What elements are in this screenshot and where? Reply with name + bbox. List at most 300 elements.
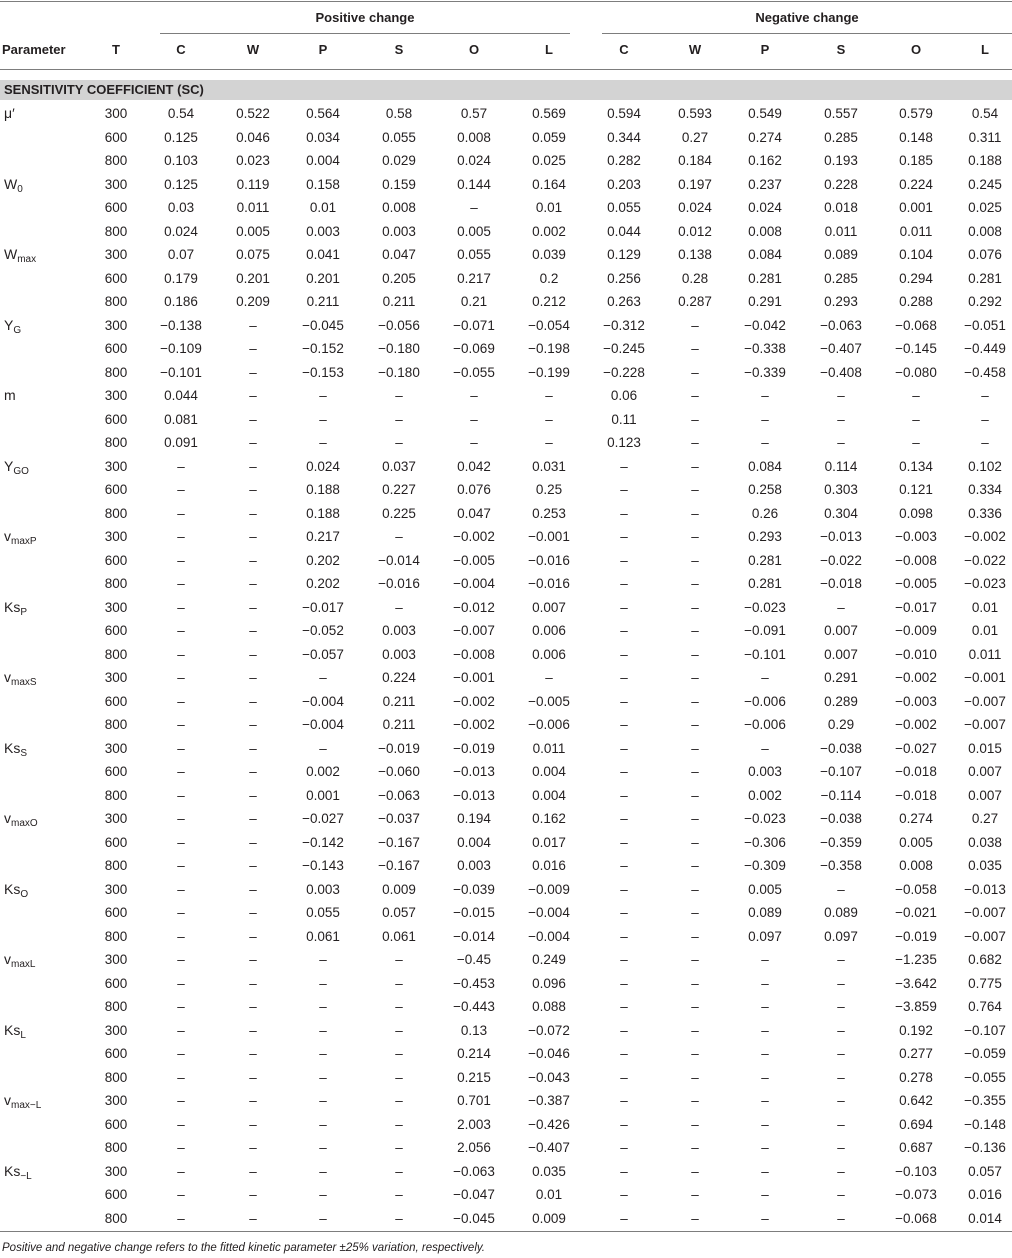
value-cell: 0.004 <box>306 153 340 168</box>
value-cell: 0.097 <box>748 928 782 944</box>
value-cell: −0.180 <box>378 364 420 380</box>
value-cell: −0.101 <box>160 364 202 380</box>
value-cell: −0.143 <box>302 858 344 873</box>
parameter-name: $v_{maxP}$ <box>4 528 37 547</box>
value-cell: 0.121 <box>899 482 933 497</box>
section-band <box>0 80 1012 100</box>
temperature-cell: 600 <box>104 341 128 356</box>
value-cell: – <box>177 834 185 850</box>
temperature-cell: 800 <box>104 928 128 944</box>
value-cell: – <box>691 576 699 591</box>
value-cell: 0.012 <box>678 223 712 239</box>
col-header-p-pos: P <box>318 42 328 57</box>
value-cell: −0.001 <box>453 670 495 685</box>
group-header-positive: Positive change <box>315 10 415 25</box>
value-cell: – <box>761 1069 769 1085</box>
value-cell: – <box>620 928 628 944</box>
temperature-cell: 600 <box>104 905 128 920</box>
value-cell: 0.522 <box>236 106 270 121</box>
temperature-cell: 300 <box>104 1163 128 1179</box>
value-cell: 0.188 <box>306 482 340 497</box>
value-cell: – <box>761 1210 769 1226</box>
value-cell: – <box>691 623 699 638</box>
value-cell: 0.179 <box>164 270 198 286</box>
value-cell: – <box>691 975 699 991</box>
parameter-name: μ′ <box>4 105 15 121</box>
value-cell: – <box>249 529 257 544</box>
value-cell: – <box>691 881 699 897</box>
value-cell: −0.057 <box>302 646 344 662</box>
value-cell: −0.136 <box>964 1140 1006 1155</box>
value-cell: 0.005 <box>457 223 491 239</box>
value-cell: – <box>691 1140 699 1155</box>
value-cell: −0.338 <box>744 341 786 356</box>
table-row <box>0 948 1012 972</box>
value-cell: – <box>319 999 327 1014</box>
value-cell: −3.859 <box>895 999 937 1014</box>
value-cell: – <box>249 646 257 662</box>
value-cell: 0.58 <box>385 106 413 121</box>
value-cell: – <box>691 905 699 920</box>
top-rule <box>0 1 1012 2</box>
value-cell: 0.047 <box>457 505 491 521</box>
value-cell: – <box>837 999 845 1014</box>
value-cell: – <box>395 1022 403 1038</box>
value-cell: – <box>691 482 699 497</box>
value-cell: – <box>691 1093 699 1108</box>
value-cell: 0.018 <box>824 200 858 215</box>
value-cell: – <box>177 975 185 991</box>
value-cell: 0.201 <box>236 270 270 286</box>
value-cell: – <box>249 576 257 591</box>
table-row <box>0 549 1012 573</box>
value-cell: −0.006 <box>744 717 786 732</box>
value-cell: – <box>761 999 769 1014</box>
value-cell: 0.089 <box>748 905 782 920</box>
value-cell: – <box>620 881 628 897</box>
value-cell: 0.294 <box>899 270 933 286</box>
value-cell: – <box>620 787 628 803</box>
value-cell: – <box>620 811 628 826</box>
value-cell: – <box>691 1187 699 1202</box>
value-cell: – <box>620 1116 628 1132</box>
value-cell: −0.103 <box>895 1163 937 1179</box>
value-cell: −0.006 <box>528 717 570 732</box>
value-cell: 0.055 <box>457 247 491 262</box>
col-header-l-neg: L <box>981 42 989 57</box>
value-cell: −0.002 <box>453 529 495 544</box>
value-cell: −0.073 <box>895 1187 937 1202</box>
value-cell: −0.056 <box>378 317 420 333</box>
value-cell: – <box>177 670 185 685</box>
value-cell: – <box>620 505 628 521</box>
value-cell: – <box>249 905 257 920</box>
value-cell: 0.005 <box>748 881 782 897</box>
value-cell: – <box>249 717 257 732</box>
value-cell: 0.017 <box>532 834 566 850</box>
value-cell: – <box>620 623 628 638</box>
value-cell: – <box>545 435 553 450</box>
value-cell: −0.022 <box>964 552 1006 568</box>
value-cell: – <box>620 999 628 1014</box>
value-cell: 0.202 <box>306 552 340 568</box>
value-cell: – <box>177 1046 185 1061</box>
table-row <box>0 643 1012 667</box>
col-header-p-neg: P <box>760 42 770 57</box>
value-cell: 0.103 <box>164 153 198 168</box>
temperature-cell: 600 <box>104 411 128 427</box>
value-cell: 0.642 <box>899 1093 933 1108</box>
table-row <box>0 619 1012 643</box>
value-cell: −0.012 <box>453 599 495 615</box>
value-cell: 0.225 <box>382 505 416 521</box>
value-cell: – <box>837 1069 845 1085</box>
value-cell: – <box>620 693 628 709</box>
value-cell: −0.052 <box>302 623 344 638</box>
value-cell: 0.06 <box>610 388 638 403</box>
value-cell: 0.253 <box>532 505 566 521</box>
value-cell: – <box>395 1069 403 1085</box>
value-cell: – <box>319 1163 327 1179</box>
value-cell: – <box>620 1140 628 1155</box>
value-cell: – <box>620 1163 628 1179</box>
value-cell: −0.001 <box>964 670 1006 685</box>
value-cell: 0.292 <box>968 294 1002 309</box>
value-cell: −0.013 <box>453 787 495 803</box>
value-cell: 0.01 <box>309 200 337 215</box>
value-cell: 0.27 <box>681 129 709 145</box>
col-header-o-pos: O <box>468 42 480 57</box>
value-cell: −0.006 <box>744 693 786 709</box>
value-cell: 0.224 <box>382 670 416 685</box>
value-cell: −0.063 <box>378 787 420 803</box>
value-cell: – <box>177 529 185 544</box>
value-cell: 0.687 <box>899 1140 933 1155</box>
table-row <box>0 1089 1012 1113</box>
temperature-cell: 600 <box>104 129 128 145</box>
value-cell: −0.312 <box>603 317 645 333</box>
value-cell: 0.015 <box>968 740 1002 756</box>
value-cell: 0.055 <box>306 905 340 920</box>
value-cell: 0.029 <box>382 153 416 168</box>
table-row <box>0 572 1012 596</box>
value-cell: −0.060 <box>378 764 420 779</box>
temperature-cell: 600 <box>104 1187 128 1202</box>
value-cell: – <box>912 411 920 427</box>
value-cell: 0.138 <box>678 247 712 262</box>
value-cell: −0.004 <box>302 693 344 709</box>
value-cell: 0.025 <box>968 200 1002 215</box>
value-cell: – <box>691 693 699 709</box>
value-cell: 0.003 <box>457 858 491 873</box>
temperature-cell: 300 <box>104 247 128 262</box>
value-cell: 0.293 <box>748 529 782 544</box>
value-cell: – <box>620 576 628 591</box>
value-cell: 0.004 <box>532 764 566 779</box>
value-cell: – <box>249 670 257 685</box>
value-cell: 0.001 <box>306 787 340 803</box>
value-cell: – <box>249 435 257 450</box>
value-cell: – <box>761 952 769 967</box>
value-cell: −0.017 <box>302 599 344 615</box>
table-row <box>0 102 1012 126</box>
value-cell: – <box>249 1187 257 1202</box>
value-cell: 0.164 <box>532 176 566 192</box>
value-cell: 0.102 <box>968 458 1002 474</box>
value-cell: 0.185 <box>899 153 933 168</box>
value-cell: 0.203 <box>607 176 641 192</box>
parameter-name: $Ks_{-L}$ <box>4 1162 32 1182</box>
value-cell: 0.125 <box>164 129 198 145</box>
value-cell: 0.277 <box>899 1046 933 1061</box>
value-cell: – <box>249 1210 257 1226</box>
temperature-cell: 600 <box>104 623 128 638</box>
temperature-cell: 600 <box>104 552 128 568</box>
value-cell: – <box>761 1022 769 1038</box>
value-cell: −0.453 <box>453 975 495 991</box>
value-cell: 0.011 <box>236 200 270 215</box>
value-cell: 0.031 <box>532 458 566 474</box>
value-cell: −0.013 <box>820 529 862 544</box>
temperature-cell: 600 <box>104 1116 128 1132</box>
temperature-cell: 800 <box>104 1210 128 1226</box>
value-cell: – <box>620 1187 628 1202</box>
value-cell: −0.007 <box>964 717 1006 732</box>
value-cell: – <box>249 928 257 944</box>
temperature-cell: 600 <box>104 1046 128 1061</box>
value-cell: – <box>691 646 699 662</box>
table-row <box>0 878 1012 902</box>
value-cell: – <box>395 1093 403 1108</box>
value-cell: 0.159 <box>382 176 416 192</box>
value-cell: – <box>249 482 257 497</box>
value-cell: −0.042 <box>744 317 786 333</box>
table-row <box>0 854 1012 878</box>
value-cell: −0.014 <box>453 928 495 944</box>
parameter-name: $Ks_P$ <box>4 598 28 618</box>
value-cell: 0.075 <box>236 247 270 262</box>
value-cell: – <box>761 1187 769 1202</box>
temperature-cell: 800 <box>104 505 128 521</box>
temperature-cell: 800 <box>104 1140 128 1155</box>
value-cell: – <box>395 529 403 544</box>
value-cell: – <box>319 975 327 991</box>
table-row <box>0 290 1012 314</box>
value-cell: −0.091 <box>744 623 786 638</box>
value-cell: 0.29 <box>827 717 855 732</box>
value-cell: – <box>620 905 628 920</box>
value-cell: 0.13 <box>460 1022 488 1038</box>
value-cell: 0.044 <box>607 223 641 239</box>
value-cell: 0.002 <box>532 223 566 239</box>
value-cell: – <box>249 811 257 826</box>
value-cell: – <box>691 505 699 521</box>
value-cell: 0.211 <box>306 294 340 309</box>
value-cell: – <box>177 881 185 897</box>
value-cell: 0.228 <box>824 176 858 192</box>
value-cell: −0.408 <box>820 364 862 380</box>
value-cell: 0.28 <box>681 270 709 286</box>
parameter-name: $Ks_S$ <box>4 739 28 759</box>
temperature-cell: 300 <box>104 881 128 897</box>
value-cell: 0.001 <box>899 200 933 215</box>
value-cell: 0.134 <box>899 458 933 474</box>
col-header-s-neg: S <box>836 42 846 57</box>
table-row <box>0 1042 1012 1066</box>
value-cell: – <box>837 411 845 427</box>
value-cell: −0.199 <box>528 364 570 380</box>
value-cell: −0.426 <box>528 1116 570 1132</box>
temperature-cell: 600 <box>104 200 128 215</box>
value-cell: 0.114 <box>824 458 858 474</box>
value-cell: −0.107 <box>964 1022 1006 1038</box>
value-cell: 0.034 <box>306 129 340 145</box>
value-cell: 0.26 <box>751 505 779 521</box>
value-cell: 0.285 <box>824 129 858 145</box>
value-cell: – <box>177 1093 185 1108</box>
value-cell: 0.593 <box>678 106 712 121</box>
value-cell: 0.088 <box>532 999 566 1014</box>
value-cell: – <box>691 1046 699 1061</box>
value-cell: – <box>761 1140 769 1155</box>
value-cell: 0.27 <box>971 811 999 826</box>
table-row <box>0 807 1012 831</box>
value-cell: −0.180 <box>378 341 420 356</box>
value-cell: – <box>249 881 257 897</box>
table-row <box>0 126 1012 150</box>
value-cell: – <box>395 599 403 615</box>
value-cell: 0.007 <box>968 764 1002 779</box>
value-cell: 0.162 <box>532 811 566 826</box>
value-cell: −0.167 <box>378 834 420 850</box>
table-row <box>0 1160 1012 1184</box>
value-cell: – <box>620 529 628 544</box>
value-cell: −0.043 <box>528 1069 570 1085</box>
value-cell: 0.144 <box>457 176 491 192</box>
value-cell: −0.045 <box>453 1210 495 1226</box>
value-cell: – <box>620 670 628 685</box>
table-row <box>0 525 1012 549</box>
value-cell: −0.013 <box>453 764 495 779</box>
value-cell: – <box>761 435 769 450</box>
value-cell: 0.011 <box>532 740 566 756</box>
value-cell: – <box>249 1140 257 1155</box>
value-cell: 0.186 <box>164 294 198 309</box>
value-cell: 0.014 <box>968 1210 1002 1226</box>
temperature-cell: 300 <box>104 670 128 685</box>
value-cell: – <box>249 975 257 991</box>
value-cell: 0.006 <box>532 646 566 662</box>
value-cell: 0.104 <box>899 247 933 262</box>
value-cell: – <box>249 458 257 474</box>
footnote: Positive and negative change refers to the fitted kinetic parameter ±25% variation, respectively. <box>2 1242 485 1254</box>
value-cell: – <box>620 599 628 615</box>
value-cell: 0.282 <box>607 153 641 168</box>
value-cell: – <box>177 576 185 591</box>
value-cell: – <box>395 1187 403 1202</box>
value-cell: 0.289 <box>824 693 858 709</box>
table-row <box>0 737 1012 761</box>
value-cell: – <box>319 1187 327 1202</box>
value-cell: 0.215 <box>457 1069 491 1085</box>
temperature-cell: 300 <box>104 529 128 544</box>
value-cell: – <box>691 1116 699 1132</box>
value-cell: 0.129 <box>607 247 641 262</box>
value-cell: −0.002 <box>453 693 495 709</box>
value-cell: −0.003 <box>895 529 937 544</box>
value-cell: – <box>837 1210 845 1226</box>
table-row <box>0 361 1012 385</box>
table-row <box>0 314 1012 338</box>
value-cell: 0.037 <box>382 458 416 474</box>
value-cell: −0.023 <box>744 811 786 826</box>
value-cell: – <box>249 764 257 779</box>
value-cell: 0.024 <box>306 458 340 474</box>
table-row <box>0 1136 1012 1160</box>
value-cell: 0.579 <box>899 106 933 121</box>
value-cell: – <box>177 740 185 756</box>
temperature-cell: 600 <box>104 270 128 286</box>
value-cell: 2.003 <box>457 1116 491 1132</box>
value-cell: – <box>249 411 257 427</box>
parameter-name: $Ks_L$ <box>4 1021 26 1041</box>
value-cell: 0.594 <box>607 106 641 121</box>
table-row <box>0 1066 1012 1090</box>
value-cell: −0.339 <box>744 364 786 380</box>
value-cell: – <box>395 1046 403 1061</box>
table-row <box>0 666 1012 690</box>
value-cell: 0.003 <box>382 646 416 662</box>
value-cell: 0.003 <box>382 223 416 239</box>
value-cell: 0.57 <box>460 106 488 121</box>
value-cell: −0.008 <box>453 646 495 662</box>
value-cell: −0.005 <box>528 693 570 709</box>
value-cell: −0.003 <box>895 693 937 709</box>
value-cell: 0.237 <box>748 176 782 192</box>
temperature-cell: 800 <box>104 576 128 591</box>
temperature-cell: 300 <box>104 317 128 333</box>
table-row <box>0 384 1012 408</box>
value-cell: 0.211 <box>382 294 416 309</box>
col-header-s-pos: S <box>394 42 404 57</box>
value-cell: 0.188 <box>306 505 340 521</box>
value-cell: – <box>981 388 989 403</box>
value-cell: – <box>620 1046 628 1061</box>
table-row <box>0 972 1012 996</box>
table-row <box>0 478 1012 502</box>
value-cell: 0.01 <box>971 599 999 615</box>
value-cell: – <box>319 1093 327 1108</box>
value-cell: −0.002 <box>895 670 937 685</box>
value-cell: −0.023 <box>744 599 786 615</box>
table-row <box>0 760 1012 784</box>
value-cell: −0.009 <box>895 623 937 638</box>
value-cell: −0.072 <box>528 1022 570 1038</box>
value-cell: −0.022 <box>820 552 862 568</box>
value-cell: – <box>177 1022 185 1038</box>
value-cell: 0.54 <box>167 106 195 121</box>
value-cell: −0.071 <box>453 317 495 333</box>
value-cell: – <box>395 435 403 450</box>
value-cell: 0.008 <box>748 223 782 239</box>
value-cell: −0.407 <box>528 1140 570 1155</box>
value-cell: – <box>620 482 628 497</box>
value-cell: 0.281 <box>748 270 782 286</box>
temperature-cell: 800 <box>104 858 128 873</box>
temperature-cell: 300 <box>104 811 128 826</box>
value-cell: 0.005 <box>899 834 933 850</box>
value-cell: – <box>470 435 478 450</box>
